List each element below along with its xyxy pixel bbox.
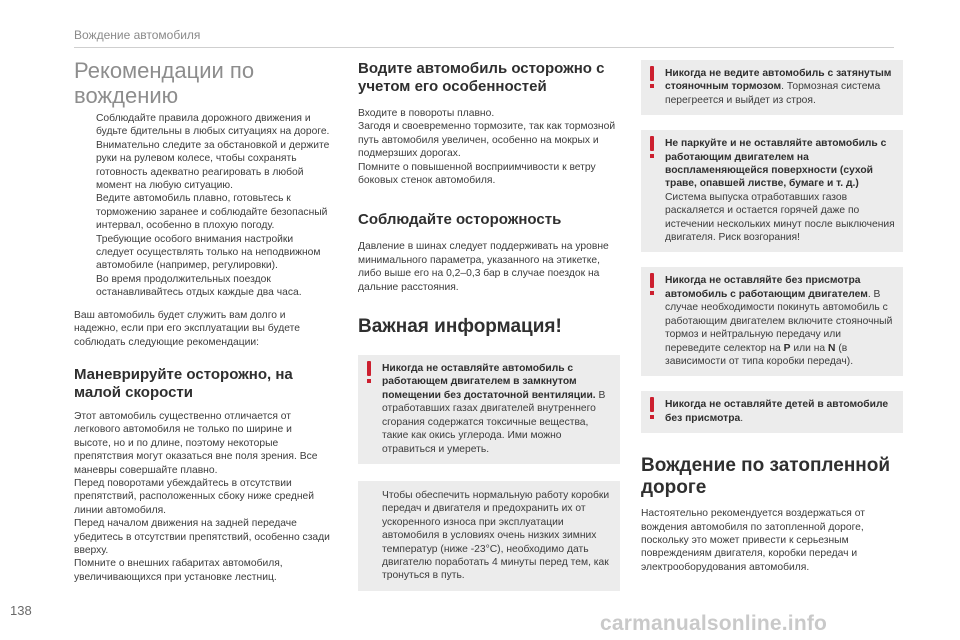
be-careful-paragraph: Давление в шинах следует поддерживать на уровне минимального параметра, указанного на этикетке, либо выше его на 0,2–0,3 бар в случае поездок на дальние расстояния. (358, 241, 609, 293)
warning-exclamation-icon (650, 66, 654, 81)
warning-box-flammable-surface: Не паркуйте и не оставляйте автомобиль с работающим двигателем на воспламеняющейся поверхности (сухой траве, опавшей листве, бумаге и т. д.) Система выпуска отработавших газов раскаляется и остается горячей даже по истечении нескольких минут после выключения двигателя. Риск возгорания! (641, 130, 903, 252)
flooded-road-paragraph: Настоятельно рекомендуется воздержаться от вождения автомобиля по затопленной дороге, поскольку это может привести к серьезным повреждениям двигателя, коробки передач и электрооборудования автомобиля. (641, 508, 865, 573)
section-header: Вождение автомобиля (74, 28, 201, 42)
drive-carefully-heading: Водите автомобиль осторожно с учетом его особенностей (358, 60, 605, 95)
intro-paragraph: Ваш автомобиль будет служить вам долго и надежно, если при его эксплуатации вы будете соблюдать следующие рекомендации: (74, 309, 300, 348)
warning-exclamation-icon (650, 273, 654, 288)
maneuver-paragraph: Этот автомобиль существенно отличается от легкового автомобиля не только по ширине и высоте, но и по длине, поэтому некоторые препятствия могут оказаться вне поля зрения. Все маневры совершайте плавно. Перед поворотами убеждайтесь в отсутствии препятствий, расположенных сбоку ниже средней линии автомобиля. Перед началом движения на задней передаче убедитесь в отсутствии препятствий, особенно сзади вверху. Помните о внешних габаритах автомобиля, увеличивающихся при установке лестниц. (74, 410, 330, 583)
be-careful-heading: Соблюдайте осторожность (358, 211, 562, 229)
list-item: Внимательно следите за обстановкой и держите руки на рулевом колесе, чтобы сохранять готовность адекватно реагировать в любой момент на любую ситуацию. (96, 139, 330, 192)
header-divider (74, 47, 894, 48)
warning-box-ventilation: Никогда не оставляйте автомобиль с работающем двигателем в замкнутом помещении без достаточной вентиляции. В отработавших газах двигателей внутреннего сгорания содержатся токсичные вещества, такие как окись углерода. Ими можно отравиться и умереть. (358, 355, 620, 464)
column-3 (641, 54, 903, 574)
warning-exclamation-icon (650, 136, 654, 151)
important-info-heading: Важная информация! (358, 316, 562, 338)
warning-box-unattended-vehicle: Никогда не оставляйте без присмотра автомобиль с работающим двигателем. В случае необходимости покинуть автомобиль с работающим двигателем включите стояночный тормоз и нейтральную передачу или переведите селектор на P или на N (в зависимости от типа коробки передач). (641, 267, 903, 376)
page-title-line2: вождению (74, 83, 179, 108)
warning-exclamation-icon (367, 361, 371, 376)
list-item: Требующие особого внимания настройки следует осуществлять только на неподвижном автомобиле (например, регулировки). (96, 233, 321, 272)
drive-carefully-paragraph: Входите в повороты плавно. Загодя и своевременно тормозите, так как тормозной путь автомобиля увеличен, особенно на мокрых и подмерзших дорогах. Помните о повышенной восприимчивости к ветру боковых стенок автомобиля. (358, 108, 616, 187)
page-number: 138 (10, 603, 32, 618)
column-2 (358, 54, 620, 591)
watermark: carmanualsonline.info (600, 612, 828, 635)
warning-box-children: Никогда не оставляйте детей в автомобиле без присмотра. (641, 391, 903, 433)
warning-exclamation-icon (650, 397, 654, 412)
list-item: Во время продолжительных поездок останавливайтесь отдых каждые два часа. (96, 273, 302, 299)
info-box-cold-start: Чтобы обеспечить нормальную работу коробки передач и двигателя и предохранить их от ускоренного износа при эксплуатации автомобиля в условиях очень низких зимних температур (ниже -23°C), необходимо дать двигателю поработать 4 минуты перед тем, как тронуться в путь. (358, 481, 620, 591)
flooded-road-heading: Вождение по затопленной дороге (641, 455, 891, 499)
list-item: Соблюдайте правила дорожного движения и будьте бдительны в любых ситуациях на дороге. (96, 113, 330, 138)
column-1 (74, 54, 330, 584)
recommendation-list (74, 112, 330, 300)
maneuver-heading: Маневрируйте осторожно, на малой скорости (74, 365, 293, 401)
warning-box-parking-brake: Никогда не ведите автомобиль с затянутым стояночным тормозом. Тормозная система перегреется и выйдет из строя. (641, 60, 903, 115)
page-title-line1: Рекомендации по (74, 58, 255, 83)
list-item: Ведите автомобиль плавно, готовьтесь к торможению заранее и соблюдайте безопасный интервал, особенно в плохую погоду. (96, 193, 328, 232)
